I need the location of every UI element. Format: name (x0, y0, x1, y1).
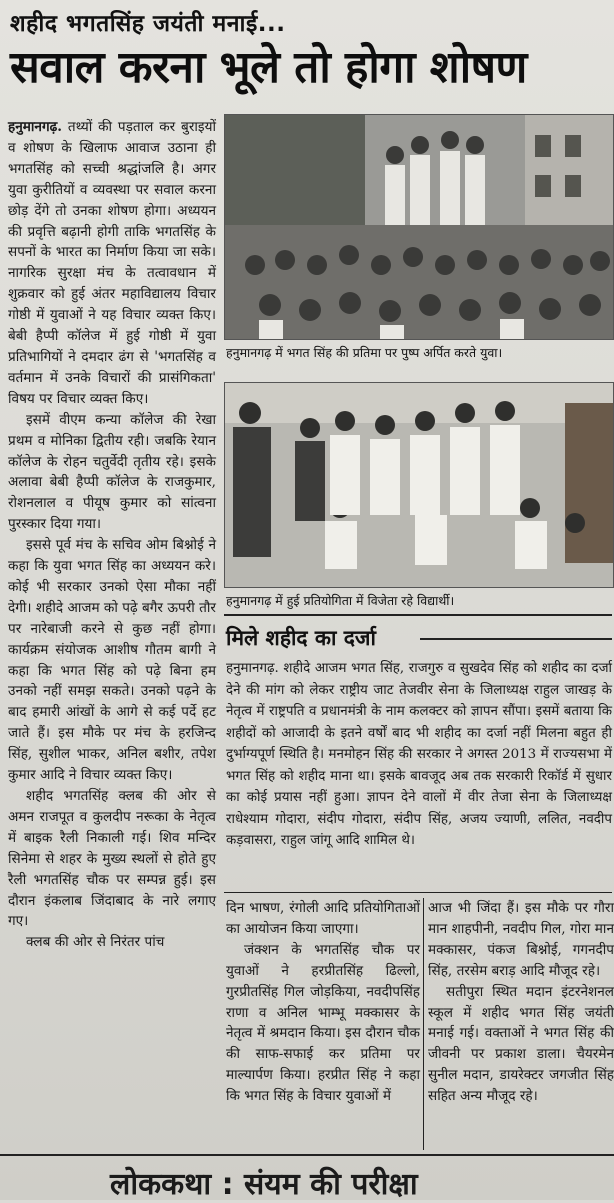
column-divider (423, 898, 424, 1150)
paragraph (8, 117, 216, 410)
paragraph: हनुमानगढ़. शहीदे आजम भगत सिंह, राजगुरु व सुखदेव सिंह को शहीद का दर्जा देने की मांग को लेकर राष्ट्रीय जाट तेजवीर सेना के जिलाध्यक्ष राहुल जाखड़ के नेतृत्व में राष्ट्रपति व प्रधानमंत्री के नाम कलक्टर को ज्ञापन सौंपा। इसमें बताया कि शहीदों को आजादी के इतने वर्षों बाद भी शहीद का दर्जा नहीं मिलना बहुत ही दुर्भाग्यपूर्ण स्थिति है। मनमोहन सिंह की सरकार ने अगस्त 2013 में राज्यसभा में भगत सिंह को शहीद माना था। इसके बावजूद अब तक सरकारी रिकॉर्ड में सुधार का कोई प्रयास नहीं हुआ। ज्ञापन देने वालों में वीर तेजा सेना के जिलाध्यक्ष राधेश्याम गोदारा, संदीप गोदारा, संदीप सिंह, अजय ज्याणी, ललित, नवदीप कड़वासरा, राहुल जांगू आदि शामिल थे। (226, 661, 612, 848)
subhead-rule (420, 638, 612, 640)
paragraph: क्लब की ओर से निरंतर पांच (26, 934, 165, 951)
kicker-headline: शहीद भगतसिंह जयंती मनाई... (10, 11, 286, 37)
paragraph: शहीद भगतसिंह क्लब की ओर से अमन राजपूत व कुलदीप नरूका के नेतृत्व में बाइक रैली निकाली गई। शिव मन्दिर सिनेमा से शहर के मुख्य स्थलों से होते हुए रैली भगतसिंह चौक पर सम्पन्न हुई। इस दौरान इंकलाब जिंदाबाद के नारे लगाए गए। (8, 788, 216, 930)
winners-photo-illustration (225, 383, 613, 587)
paragraph: दिन भाषण, रंगोली आदि प्रतियोगिताओं का आयोजन किया जाएगा। (226, 900, 420, 937)
photo-caption: हनुमानगढ़ में भगत सिंह की प्रतिमा पर पुष्प अर्पित करते युवा। (226, 345, 503, 360)
paragraph: इससे पूर्व मंच के सचिव ओम बिश्नोई ने कहा कि युवा भगत सिंह का अध्ययन करे। कोई भी सरकार उनको ऐसा मौका नहीं देगी। शहीदे आजम को पढ़े बगैर ऊपरी तौर पर नारेबाजी करने से कुछ नहीं होगा। कार्यक्रम संयोजक आशीष गौतम बागी ने कहा कि भगत सिंह को पढ़े बिना हम उनको नहीं समझ सकते। उनको पढ़ने के बाद हमारी आंखों के आगे से कई पर्दे हट जाते हैं। इस मौके पर मंच के हरजिन्द सिंह, सुशील भाकर, अनिल बशीर, तपेश कुमार आदि ने विचार व्यक्त किए। (8, 537, 216, 784)
next-story-heading: लोककथा : संयम की परीक्षा (110, 1167, 418, 1202)
paragraph: इसमें वीएम कन्या कॉलेज की रेखा प्रथम व मोनिका द्वितीय रही। जबकि रेयान कॉलेज के रोहन चतुर्वेदी तृतीय रहे। इसके अलावा बेबी हैप्पी कॉलेज के राजकुमार, रोशनलाल व पीयूष कुमार को सांत्वना पुरस्कार दिया गया। (8, 411, 216, 533)
article-column-3 (226, 898, 420, 1107)
footer-divider (0, 1154, 614, 1156)
photo-tribute-crowd (224, 114, 614, 340)
crowd-photo-illustration (225, 115, 613, 339)
section-divider (224, 892, 612, 893)
photo-caption: हनुमानगढ़ में हुई प्रतियोगिता में विजेता रहे विद्यार्थी। (226, 593, 455, 608)
paragraph: सतीपुरा स्थित मदान इंटरनेशनल स्कूल में शहीद भगत सिंह जयंती मनाई गई। वक्ताओं ने भगत सिंह की जीवनी पर प्रकाश डाला। चैयरमेन सुनील मदान, डायरेक्टर जगजीत सिंह सहित अन्य मौजूद रहे। (428, 983, 614, 1105)
paragraph: जंक्शन के भगतसिंह चौक पर युवाओं ने हरप्रीतसिंह ढिल्लो, गुरप्रीतसिंह गिल जोड़किया, नवदीपसिंह राणा व अनिल भाम्भू मक्कासर के नेतृत्व में श्रमदान किया। इस दौरान चौक की साफ-सफाई कर प्रतिमा पर माल्यार्पण किया। हरप्रीत सिंह ने कहा कि भगत सिंह के विचार युवाओं में (226, 941, 420, 1105)
article-story-2 (226, 658, 612, 852)
article-column-4 (428, 898, 614, 1107)
dateline: हनुमानगढ़. (8, 119, 62, 135)
main-headline: सवाल करना भूले तो होगा शोषण (10, 42, 527, 93)
article-column-1 (8, 117, 216, 953)
paragraph: आज भी जिंदा हैं। इस मौके पर गौरा मान शाहपीनी, नवदीप गिल, गोरा मान मक्कासर, पंकज बिश्नोई, गगनदीप सिंह, तरसेम बराड़ आदि मौजूद रहे। (428, 900, 614, 979)
section-divider (224, 614, 612, 616)
photo-winners-group (224, 382, 614, 588)
paragraph-text: तथ्यों की पड़ताल कर बुराइयों व शोषण के खिलाफ आवाज उठाना ही भगतसिंह को सच्ची श्रद्धांजलि है। अगर युवा कुरीतियों व व्यवस्था पर सवाल करना छोड़ देंगे तो उनका शोषण होगा। अध्ययन की प्रवृत्ति बढ़ानी होगी ताकि भगतसिंह के सपनों के भारत का निर्माण किया जा सके। नागरिक सुरक्षा मंच के तत्वावधान में शुक्रवार को हुई अंतर महाविद्यालय विचार गोष्ठी में युवाओं ने यह विचार व्यक्त किए। बेबी हैप्पी कॉलेज में हुई गोष्ठी में युवा प्रतिभागियों ने दमदार ढंग से 'भगतसिंह व वर्तमान में उनके विचारों की प्रासंगिकता' विषय पर विचार व्यक्त किए। (8, 119, 216, 407)
section-subhead: मिले शहीद का दर्जा (226, 626, 376, 650)
